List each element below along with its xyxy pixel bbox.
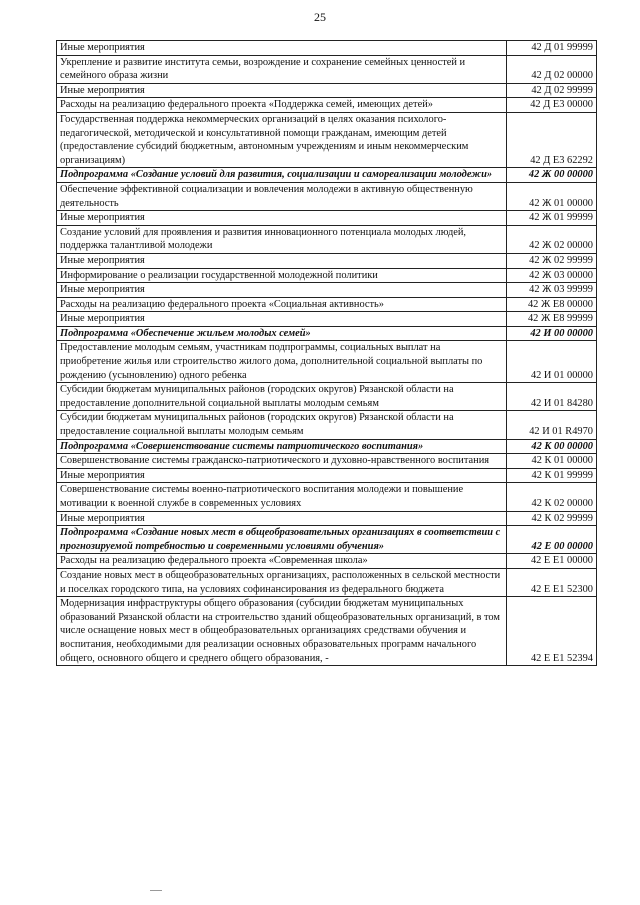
table-row xyxy=(57,283,597,298)
row-code: 42 К 01 99999 xyxy=(507,468,597,483)
row-name: Расходы на реализацию федерального проекта «Социальная активность» xyxy=(57,297,507,312)
subprogram-code: 42 Е 00 00000 xyxy=(507,526,597,554)
row-name: Иные мероприятия xyxy=(57,312,507,327)
subprogram-row xyxy=(57,439,597,454)
table-row xyxy=(57,211,597,226)
page-number: 25 xyxy=(314,10,326,24)
table-row xyxy=(57,41,597,56)
subprogram-title: Подпрограмма «Обеспечение жильем молодых семей» xyxy=(57,326,507,341)
row-code: 42 Ж 01 00000 xyxy=(507,182,597,210)
subprogram-title: Подпрограмма «Создание условий для развития, социализации и самореализации молодежи» xyxy=(57,168,507,183)
row-code: 42 Д 01 99999 xyxy=(507,41,597,56)
row-code: 42 Ж 03 99999 xyxy=(507,283,597,298)
row-name: Государственная поддержка некоммерческих организаций в целях оказания психолого-педагогической, методической и консультативной помощи гражданам, имеющим детей (предоставление субсидий бюджетным, автономным учреждениям и иным некоммерческим организациям) xyxy=(57,112,507,167)
row-name: Укрепление и развитие института семьи, возрождение и сохранение семейных ценностей и семейного образа жизни xyxy=(57,55,507,83)
row-code: 42 И 01 00000 xyxy=(507,341,597,383)
row-name: Совершенствование системы гражданско-патриотического и духовно-нравственного воспитания xyxy=(57,454,507,469)
table-row xyxy=(57,568,597,596)
table-row xyxy=(57,297,597,312)
row-code: 42 Д 02 00000 xyxy=(507,55,597,83)
row-name: Создание условий для проявления и развития инновационного потенциала молодых людей, поддержка талантливой молодежи xyxy=(57,225,507,253)
table-body xyxy=(57,41,597,666)
row-code: 42 Д Е3 00000 xyxy=(507,98,597,113)
row-code: 42 Ж Е8 99999 xyxy=(507,312,597,327)
table-row xyxy=(57,268,597,283)
row-code: 42 Е Е1 00000 xyxy=(507,554,597,569)
table-row xyxy=(57,253,597,268)
table-row xyxy=(57,454,597,469)
row-code: 42 И 01 84280 xyxy=(507,383,597,411)
row-code: 42 Д 02 99999 xyxy=(507,83,597,98)
subprogram-row xyxy=(57,326,597,341)
subprogram-row xyxy=(57,526,597,554)
row-code: 42 Ж 03 00000 xyxy=(507,268,597,283)
row-name: Иные мероприятия xyxy=(57,83,507,98)
row-name: Иные мероприятия xyxy=(57,468,507,483)
row-name: Субсидии бюджетам муниципальных районов (городских округов) Рязанской области на предоставление социальной выплаты молодым семьям xyxy=(57,411,507,439)
row-name: Совершенствование системы военно-патриотического воспитания молодежи и повышение мотивации к военной службе в современных условиях xyxy=(57,483,507,511)
table-row xyxy=(57,55,597,83)
table-row xyxy=(57,312,597,327)
row-code: 42 И 01 R4970 xyxy=(507,411,597,439)
row-code: 42 Ж 02 00000 xyxy=(507,225,597,253)
row-code: 42 К 02 99999 xyxy=(507,511,597,526)
table-row xyxy=(57,83,597,98)
table-row xyxy=(57,383,597,411)
table-row xyxy=(57,483,597,511)
subprogram-code: 42 И 00 00000 xyxy=(507,326,597,341)
row-code: 42 Е Е1 52394 xyxy=(507,597,597,666)
subprogram-code: 42 К 00 00000 xyxy=(507,439,597,454)
table-row xyxy=(57,511,597,526)
row-name: Расходы на реализацию федерального проекта «Поддержка семей, имеющих детей» xyxy=(57,98,507,113)
scan-mark xyxy=(150,890,162,891)
row-name: Иные мероприятия xyxy=(57,211,507,226)
table-row xyxy=(57,98,597,113)
subprogram-row xyxy=(57,168,597,183)
row-name: Иные мероприятия xyxy=(57,511,507,526)
row-name: Субсидии бюджетам муниципальных районов (городских округов) Рязанской области на предоставление дополнительной социальной выплаты молодым семьям xyxy=(57,383,507,411)
row-code: 42 Ж Е8 00000 xyxy=(507,297,597,312)
row-code: 42 К 01 00000 xyxy=(507,454,597,469)
row-name: Информирование о реализации государственной молодежной политики xyxy=(57,268,507,283)
subprogram-code: 42 Ж 00 00000 xyxy=(507,168,597,183)
row-name: Создание новых мест в общеобразовательных организациях, расположенных в сельской местности и поселках городского типа, на условиях софинансирования из федерального бюджета xyxy=(57,568,507,596)
row-name: Предоставление молодым семьям, участникам подпрограммы, социальных выплат на приобретение жилья или строительство жилого дома, дополнительной социальной выплаты по рождению (усыновлению) одного ребенка xyxy=(57,341,507,383)
table-row xyxy=(57,112,597,167)
row-name: Иные мероприятия xyxy=(57,283,507,298)
row-name: Обеспечение эффективной социализации и вовлечения молодежи в активную общественную деятельность xyxy=(57,182,507,210)
row-code: 42 Ж 02 99999 xyxy=(507,253,597,268)
row-code: 42 Ж 01 99999 xyxy=(507,211,597,226)
budget-classification-table xyxy=(56,40,597,666)
table-row xyxy=(57,182,597,210)
row-name: Модернизация инфраструктуры общего образования (субсидии бюджетам муниципальных образований Рязанской области на строительство зданий общеобразовательных организаций, в том числе оснащение новых мест в общеобразовательных организациях средствами обучения и воспитания, необходимыми для реализации основных образовательных программ начального общего, основного общего и среднего общего образования, - xyxy=(57,597,507,666)
row-code: 42 Е Е1 52300 xyxy=(507,568,597,596)
row-code: 42 К 02 00000 xyxy=(507,483,597,511)
subprogram-title: Подпрограмма «Создание новых мест в общеобразовательных организациях в соответствии с прогнозируемой потребностью и современными условиями обучения» xyxy=(57,526,507,554)
row-name: Расходы на реализацию федерального проекта «Современная школа» xyxy=(57,554,507,569)
row-name: Иные мероприятия xyxy=(57,253,507,268)
table-row xyxy=(57,554,597,569)
row-code: 42 Д Е3 62292 xyxy=(507,112,597,167)
table-row xyxy=(57,341,597,383)
subprogram-title: Подпрограмма «Совершенствование системы патриотического воспитания» xyxy=(57,439,507,454)
row-name: Иные мероприятия xyxy=(57,41,507,56)
table-row xyxy=(57,468,597,483)
table-row xyxy=(57,411,597,439)
table-row xyxy=(57,597,597,666)
table-row xyxy=(57,225,597,253)
